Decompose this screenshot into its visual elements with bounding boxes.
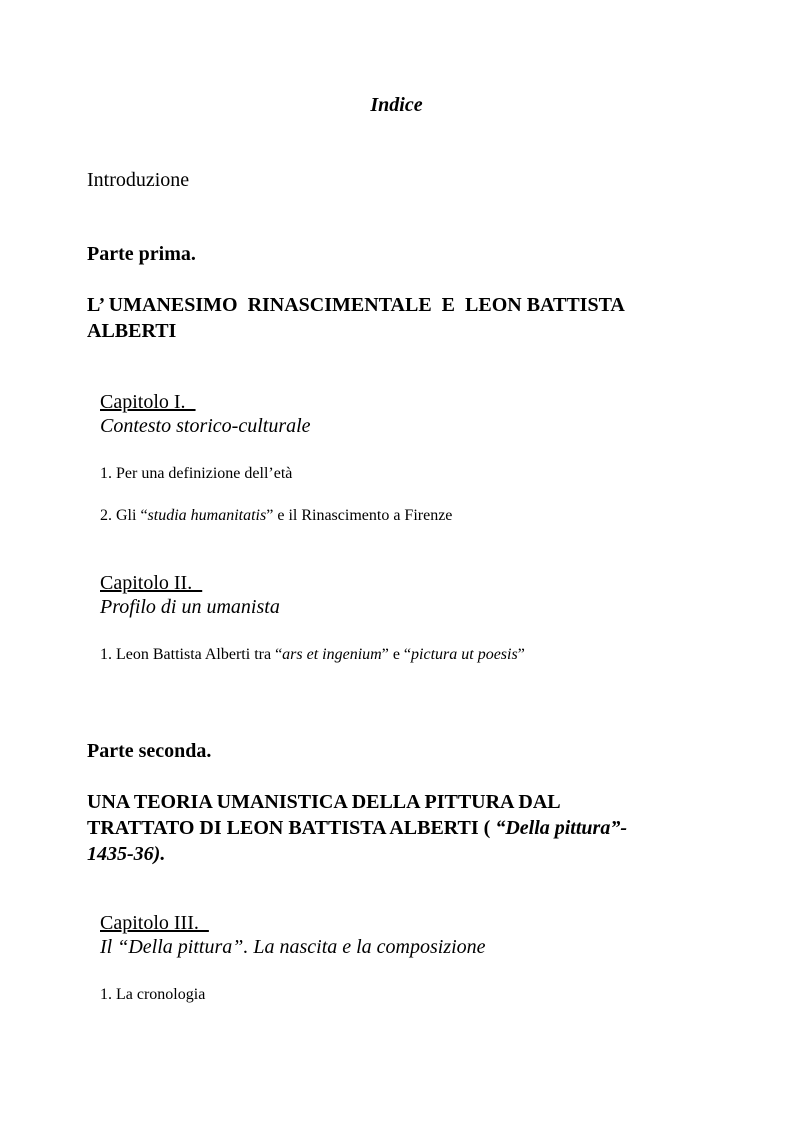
chapter-1-label: Capitolo I. xyxy=(100,391,196,413)
section-2-1-post: ” xyxy=(517,646,525,663)
chapter-3-label: Capitolo III. xyxy=(100,912,209,934)
section-1-1: 1. Per una definizione dell’età xyxy=(100,465,293,482)
chapter-2-title: Profilo di un umanista xyxy=(100,596,280,618)
part-2-title xyxy=(87,789,662,867)
section-2-1-italic-2: pictura ut poesis xyxy=(411,646,518,663)
part-2-title-line1: UNA TEORIA UMANISTICA DELLA PITTURA DAL xyxy=(87,791,561,813)
page-title: Indice xyxy=(370,94,423,116)
chapter-1-title: Contesto storico-culturale xyxy=(100,415,311,437)
part-2-title-line3-italic: 1435-36). xyxy=(87,843,166,865)
section-2-1-italic-1: ars et ingenium xyxy=(282,646,382,663)
section-2-1-pre: 1. Leon Battista Alberti tra “ xyxy=(100,646,283,663)
section-1-2 xyxy=(100,507,452,525)
part-2-label: Parte seconda. xyxy=(87,740,212,762)
section-1-2-post: ” e il Rinascimento a Firenze xyxy=(266,507,453,524)
part-2-title-line2-pre: TRATTATO DI LEON BATTISTA ALBERTI ( xyxy=(87,817,496,839)
part-1-title xyxy=(87,292,662,344)
part-1-title-line2: ALBERTI xyxy=(87,320,177,342)
section-2-1-mid: ” e “ xyxy=(381,646,412,663)
chapter-2-label: Capitolo II. xyxy=(100,572,203,594)
part-2-title-line2 xyxy=(87,815,662,841)
part-1-label: Parte prima. xyxy=(87,243,196,265)
toc-introduction: Introduzione xyxy=(87,169,190,191)
section-2-1 xyxy=(100,646,525,664)
part-2-title-line3 xyxy=(87,841,662,867)
part-2-title-line2-italic: “Della pittura”- xyxy=(495,817,627,839)
part-1-title-line1: L’ UMANESIMO RINASCIMENTALE E LEON BATTISTA xyxy=(87,294,625,316)
section-1-2-pre: 2. Gli “ xyxy=(100,507,148,524)
chapter-3-title: Il “Della pittura”. La nascita e la composizione xyxy=(100,936,486,958)
section-3-1: 1. La cronologia xyxy=(100,986,206,1003)
section-1-2-italic: studia humanitatis xyxy=(147,507,267,524)
